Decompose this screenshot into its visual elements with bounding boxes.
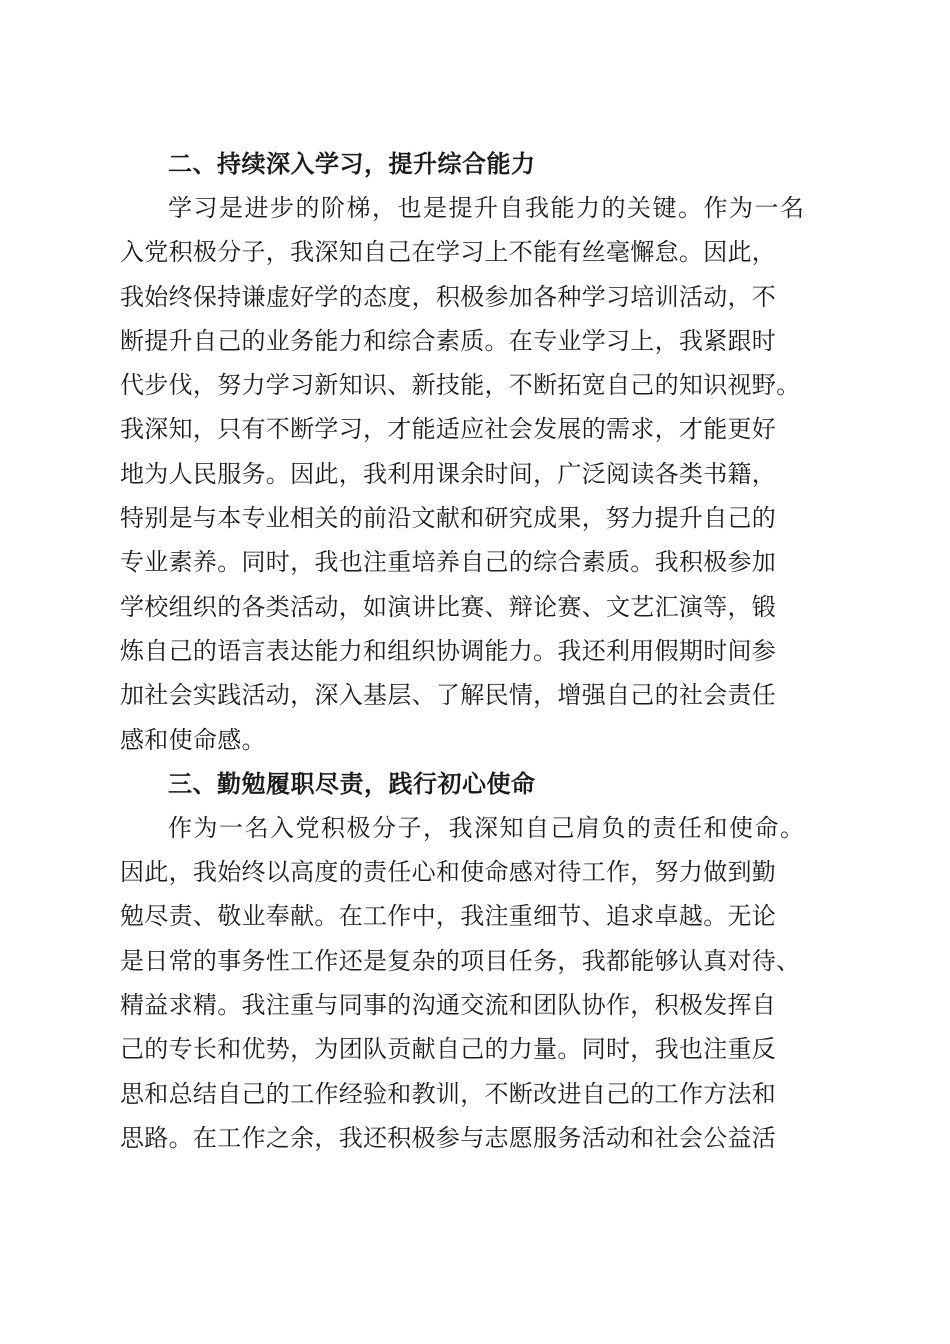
paragraph-line: 我深知，只有不断学习，才能适应社会发展的需求，才能更好 <box>120 415 777 444</box>
section-paragraph <box>120 806 832 1160</box>
paragraph-line: 己的专长和优势，为团队贡献自己的力量。同时，我也注重反 <box>120 1035 777 1064</box>
paragraph-line: 学习是进步的阶梯，也是提升自我能力的关键。作为一名 <box>168 194 806 222</box>
paragraph-line: 地为人民服务。因此，我利用课余时间，广泛阅读各类书籍， <box>120 459 777 488</box>
paragraph-line: 专业素养。同时，我也注重培养自己的综合素质。我积极参加 <box>120 548 777 577</box>
paragraph-line: 是日常的事务性工作还是复杂的项目任务，我都能够认真对待、 <box>120 946 801 975</box>
paragraph-line: 入党积极分子，我深知自己在学习上不能有丝毫懈怠。因此， <box>120 238 777 267</box>
paragraph-line: 因此，我始终以高度的责任心和使命感对待工作，努力做到勤 <box>120 858 777 887</box>
document-body <box>120 142 832 1160</box>
paragraph-line: 断提升自己的业务能力和综合素质。在专业学习上，我紧跟时 <box>120 326 777 355</box>
paragraph-line: 炼自己的语言表达能力和组织协调能力。我还利用假期时间参 <box>120 636 777 665</box>
paragraph-line: 代步伐，努力学习新知识、新技能，不断拓宽自己的知识视野。 <box>120 371 801 400</box>
paragraph-line: 我始终保持谦虚好学的态度，积极参加各种学习培训活动，不 <box>120 282 777 311</box>
paragraph-line: 思路。在工作之余，我还积极参与志愿服务活动和社会公益活 <box>120 1123 777 1152</box>
paragraph-line: 作为一名入党积极分子，我深知自己肩负的责任和使命。 <box>168 813 806 842</box>
paragraph-line: 感和使命感。 <box>120 725 266 754</box>
paragraph-line: 加社会实践活动，深入基层、了解民情，增强自己的社会责任 <box>120 681 777 710</box>
paragraph-line: 学校组织的各类活动，如演讲比赛、辩论赛、文艺汇演等，锻 <box>120 592 777 621</box>
section-paragraph <box>120 186 832 762</box>
paragraph-line: 特别是与本专业相关的前沿文献和研究成果，努力提升自己的 <box>120 504 777 533</box>
section-heading: 三、勤勉履职尽责，践行初心使命 <box>168 769 536 798</box>
section-heading: 二、持续深入学习，提升综合能力 <box>168 150 536 178</box>
paragraph-line: 思和总结自己的工作经验和教训，不断改进自己的工作方法和 <box>120 1079 777 1108</box>
paragraph-line: 精益求精。我注重与同事的沟通交流和团队协作，积极发挥自 <box>120 991 777 1020</box>
paragraph-line: 勉尽责、敬业奉献。在工作中，我注重细节、追求卓越。无论 <box>120 902 777 931</box>
